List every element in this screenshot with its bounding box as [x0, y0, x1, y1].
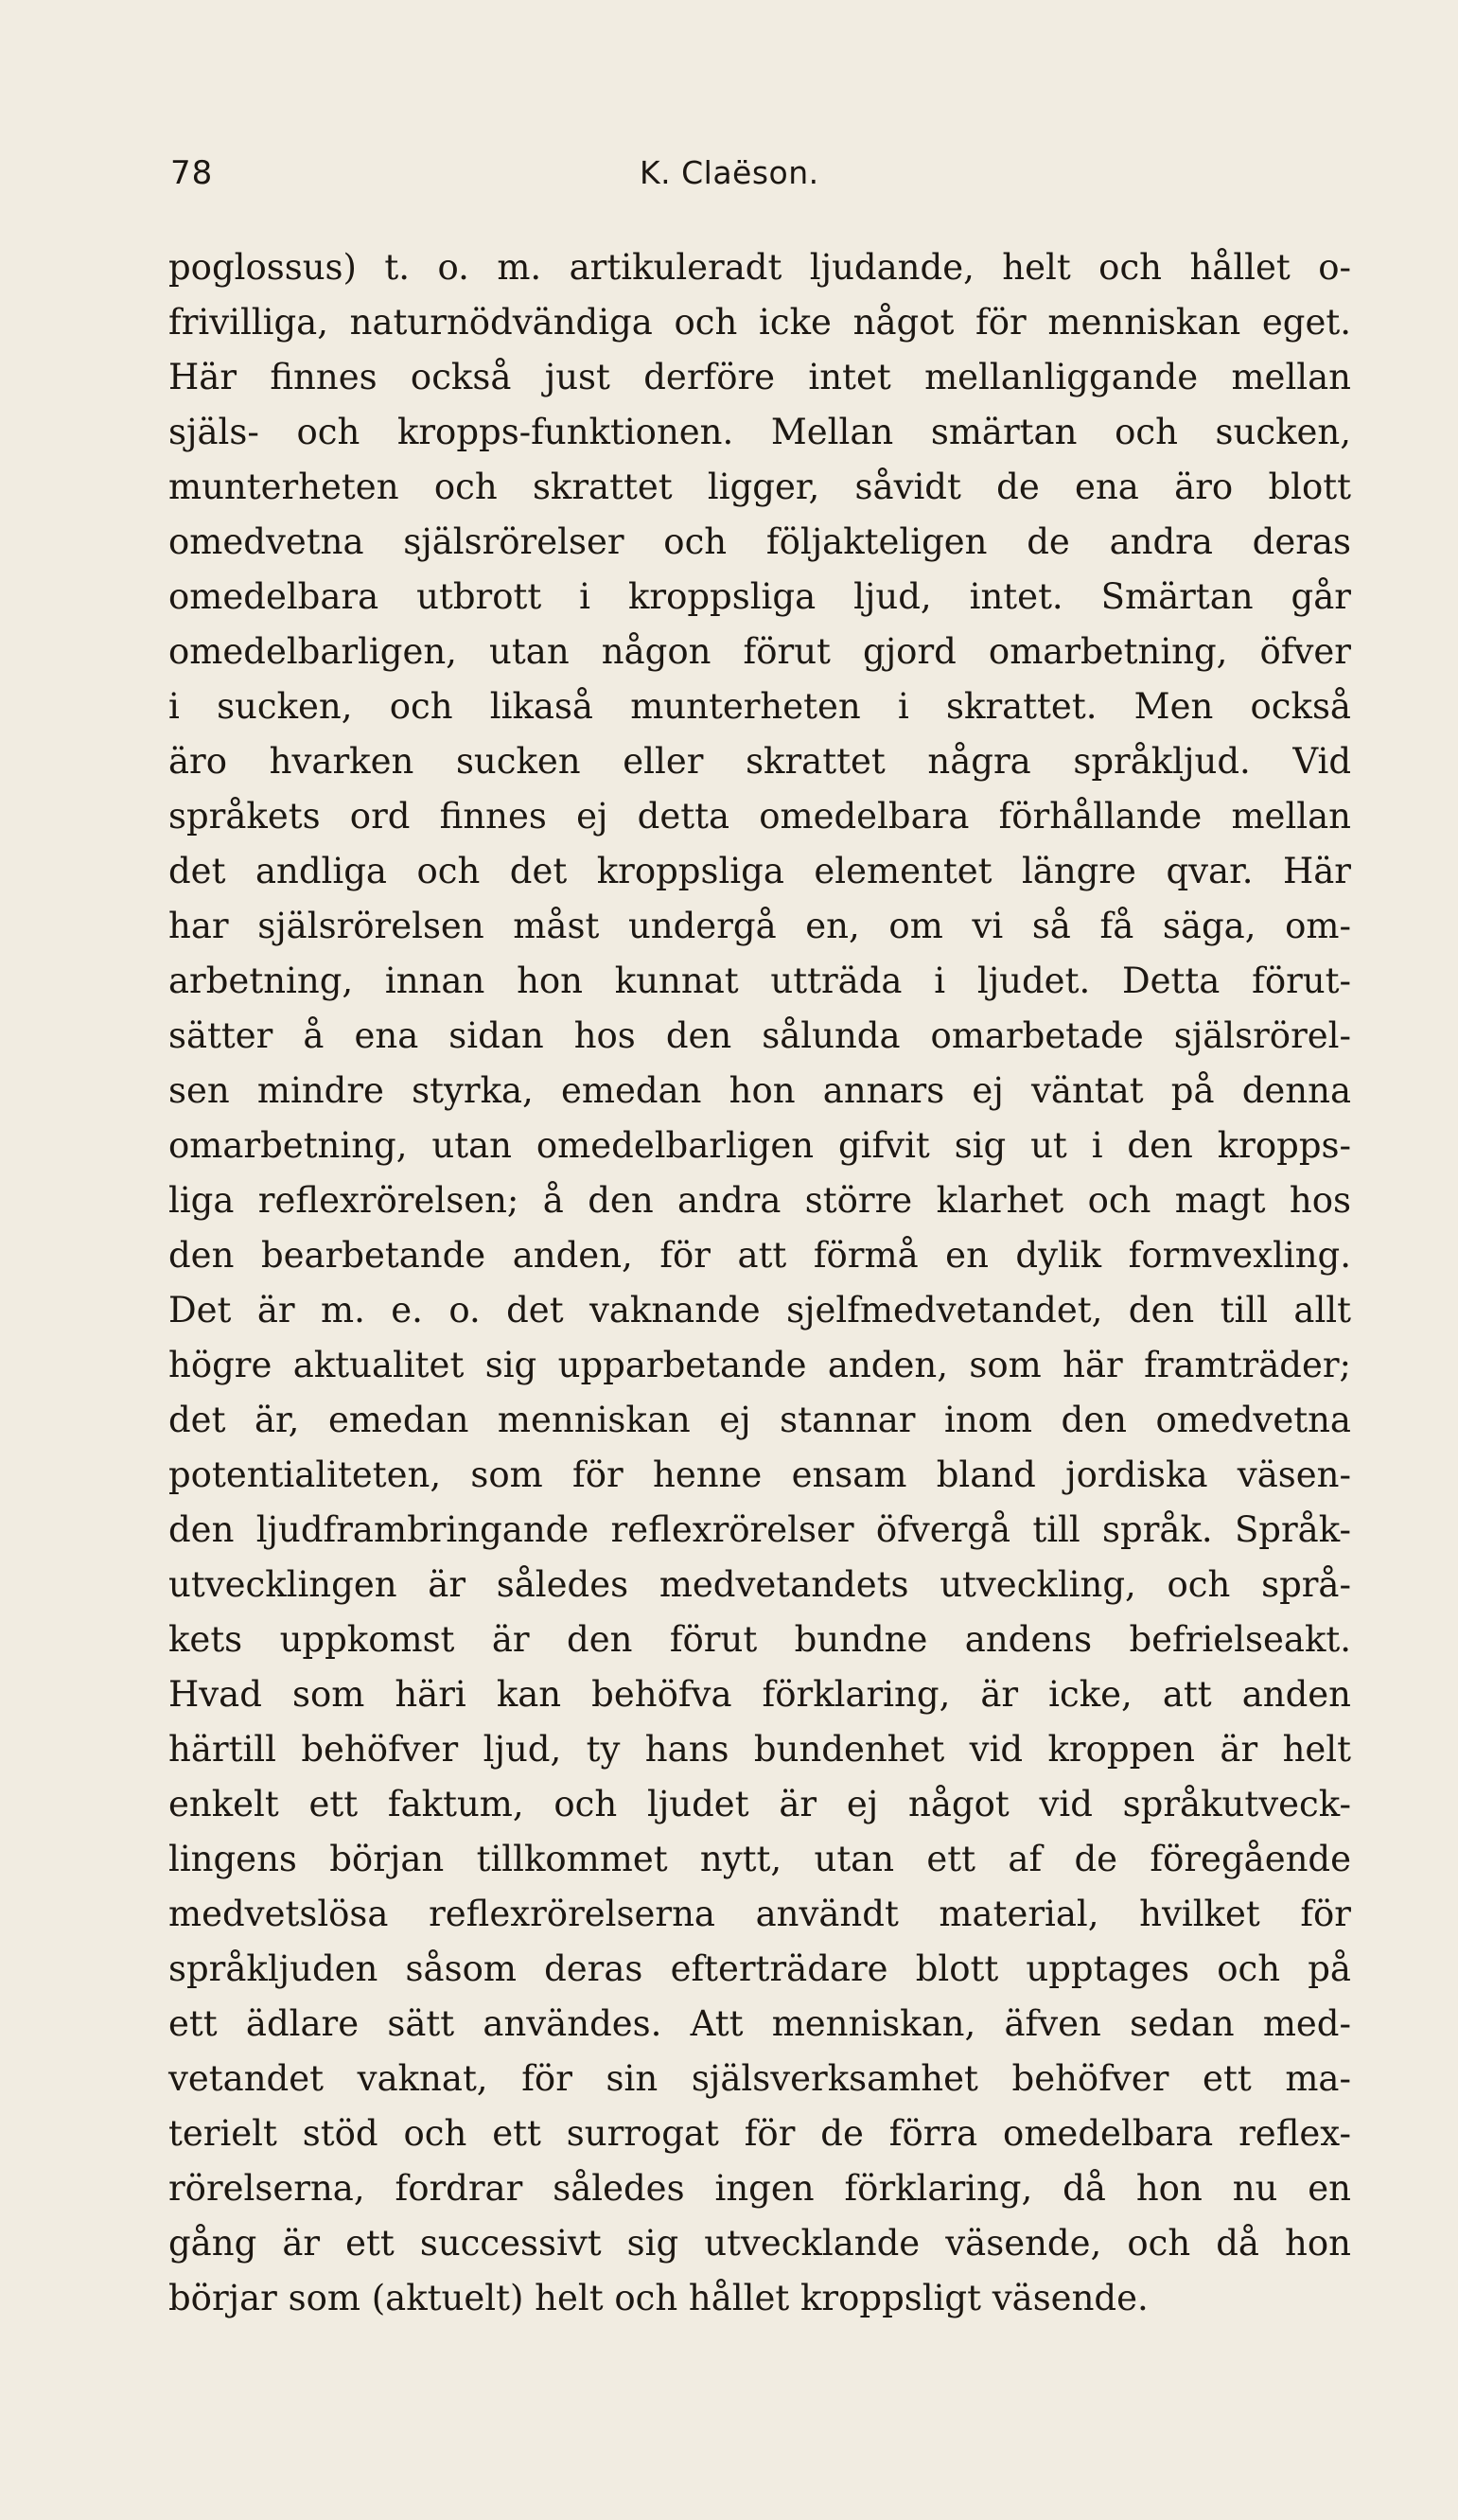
text-line: den ljudframbringande reflexrörelser öfvergå till språk. Språk-	[168, 1509, 1351, 1550]
text-line: vetandet vaknat, för sin själsverksamhet behöfver ett ma-	[168, 2058, 1351, 2099]
text-line: börjar som (aktuelt) helt och hållet kroppsligt väsende.	[168, 2278, 1149, 2318]
running-head: K. Claëson.	[640, 154, 819, 191]
text-line: ett ädlare sätt användes. Att menniskan, äfven sedan med-	[168, 2003, 1351, 2044]
text-line: högre aktualitet sig upparbetande anden, som här framträder;	[168, 1345, 1351, 1385]
text-line: språkljuden såsom deras efterträdare blott upptages och på	[168, 1948, 1351, 1989]
text-line: poglossus) t. o. m. artikuleradt ljudande, helt och hållet o-	[168, 247, 1351, 288]
text-line: i sucken, och likaså munterheten i skrattet. Men också	[168, 686, 1351, 727]
text-line: Hvad som häri kan behöfva förklaring, är icke, att anden	[168, 1674, 1351, 1715]
text-line: arbetning, innan hon kunnat utträda i ljudet. Detta förut-	[168, 960, 1351, 1001]
text-line: omedvetna själsrörelser och följakteligen de andra deras	[168, 521, 1351, 562]
text-line: omedelbarligen, utan någon förut gjord omarbetning, öfver	[168, 631, 1351, 672]
text-line: lingens början tillkommet nytt, utan ett af de föregående	[168, 1839, 1351, 1879]
text-line: sen mindre styrka, emedan hon annars ej väntat på denna	[168, 1070, 1351, 1111]
text-line: medvetslösa reflexrörelserna användt material, hvilket för	[168, 1894, 1351, 1934]
text-line: har själsrörelsen måst undergå en, om vi så få säga, om-	[168, 906, 1351, 946]
text-line: rörelserna, fordrar således ingen förklaring, då hon nu en	[168, 2168, 1351, 2209]
text-line: enkelt ett faktum, och ljudet är ej något vid språkutveck-	[168, 1784, 1351, 1824]
text-line: omarbetning, utan omedelbarligen gifvit sig ut i den kropps-	[168, 1125, 1351, 1166]
page-number: 78	[170, 154, 214, 192]
text-line: potentialiteten, som för henne ensam bland jordiska väsen-	[168, 1454, 1351, 1495]
text-line: den bearbetande anden, för att förmå en dylik formvexling.	[168, 1235, 1351, 1276]
text-line: terielt stöd och ett surrogat för de förra omedelbara reflex-	[168, 2113, 1351, 2154]
text-line: det är, emedan menniskan ej stannar inom den omedvetna	[168, 1400, 1351, 1440]
text-line: frivilliga, naturnödvändiga och icke något för menniskan eget.	[168, 302, 1351, 343]
text-line: härtill behöfver ljud, ty hans bundenhet vid kroppen är helt	[168, 1729, 1351, 1770]
page-header	[170, 154, 1351, 202]
text-line: Det är m. e. o. det vaknande sjelfmedvetandet, den till allt	[168, 1290, 1351, 1330]
text-line: omedelbara utbrott i kroppsliga ljud, intet. Smärtan går	[168, 576, 1351, 617]
text-line: sätter å ena sidan hos den sålunda omarbetade själsrörel-	[168, 1015, 1351, 1056]
text-line: språkets ord finnes ej detta omedelbara förhållande mellan	[168, 796, 1351, 837]
text-line: själs- och kropps-funktionen. Mellan smärtan och sucken,	[168, 412, 1351, 452]
text-line: munterheten och skrattet ligger, såvidt de ena äro blott	[168, 467, 1351, 507]
text-line: kets uppkomst är den förut bundne andens befrielseakt.	[168, 1619, 1351, 1660]
text-line: Här finnes också just derföre intet mellanliggande mellan	[168, 357, 1351, 397]
text-line: äro hvarken sucken eller skrattet några språkljud. Vid	[168, 741, 1351, 782]
text-line: det andliga och det kroppsliga elementet längre qvar. Här	[168, 851, 1351, 891]
text-line: gång är ett successivt sig utvecklande väsende, och då hon	[168, 2223, 1351, 2264]
text-line: liga reflexrörelsen; å den andra större klarhet och magt hos	[168, 1180, 1351, 1221]
text-line: utvecklingen är således medvetandets utveckling, och språ-	[168, 1564, 1351, 1605]
